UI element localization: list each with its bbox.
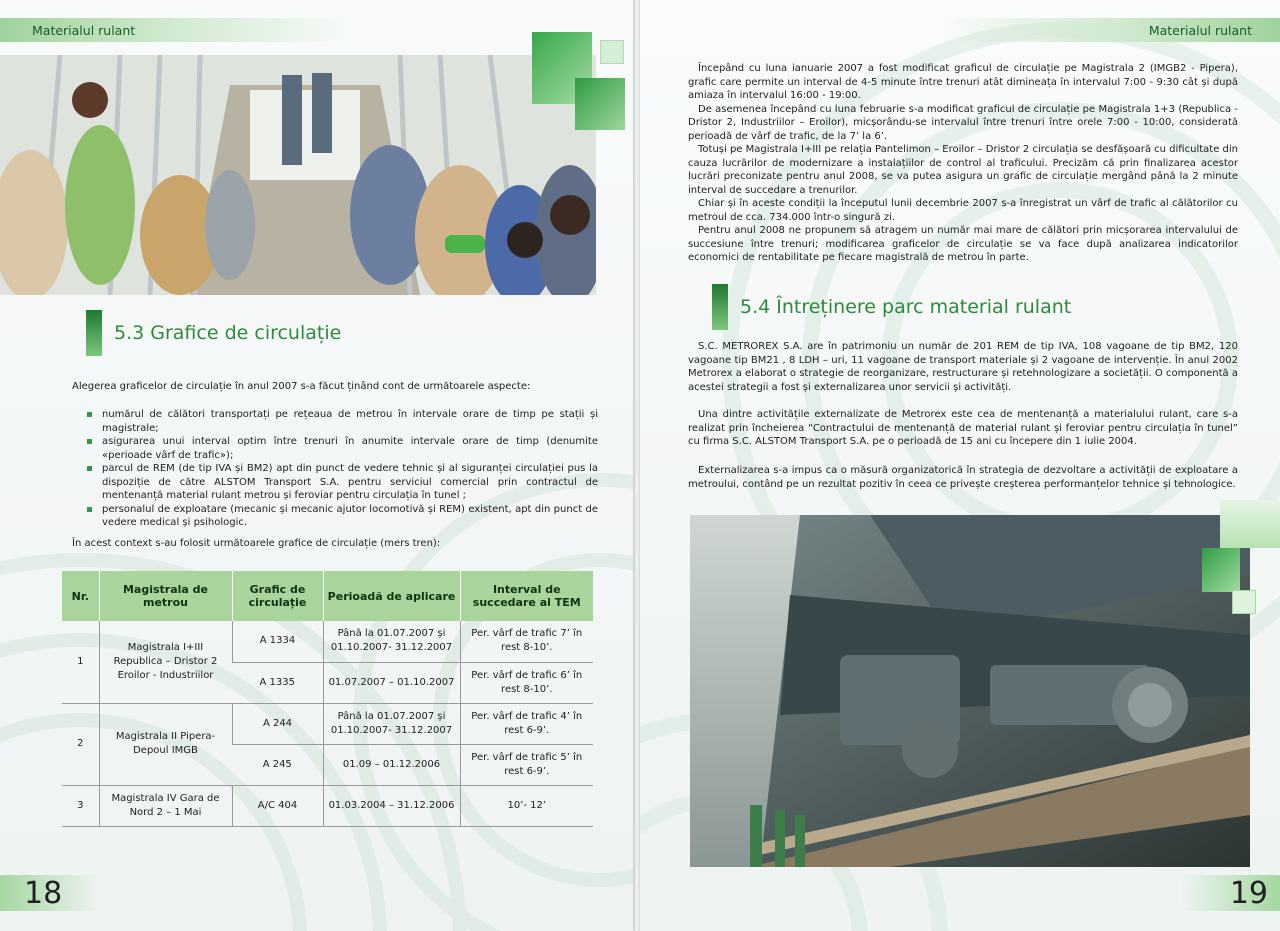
list-item-text: numărul de călători transportați pe rețeaua de metrou în intervale orare de timp pe stații și magistrale; bbox=[102, 409, 598, 434]
green-square-decoration bbox=[1220, 500, 1280, 548]
intro-paragraph: Alegerea graficelor de circulație în anul 2007 s-a făcut ținând cont de următoarele aspecte: bbox=[72, 381, 531, 392]
paragraph: S.C. METROREX S.A. are în patrimoniu un număr de 201 REM de tip IVA, 108 vagoane de tip BM2, 120 vagoane tip BM21 , 8 LDH – uri, 11 vagoane de transport materiale și 2 vagoane de intervenție. În anul 2002 Metrorex a elaborat o strategie de reorganizare, restructurare și retehnologizare a societății. O componentă a acestei strategii a fost și externalizarea unor servicii și activități. bbox=[688, 341, 1238, 393]
green-square-decoration bbox=[575, 78, 625, 130]
green-square-decoration bbox=[1202, 548, 1240, 592]
metro-passengers-photo bbox=[0, 55, 596, 295]
cell-perioada: 01.09 – 01.12.2006 bbox=[323, 744, 460, 785]
column-header: Interval de succedare al TEM bbox=[460, 571, 593, 621]
cell-perioada: Până la 01.07.2007 și 01.10.2007- 31.12.2007 bbox=[323, 703, 460, 744]
list-item-text: asigurarea unui interval optim între trenuri în anumite intervale orare de timp (denumite «perioade vârf de trafic»); bbox=[102, 436, 598, 461]
list-item bbox=[72, 462, 598, 503]
cell-interval: Per. vârf de trafic 5’ în rest 6-9’. bbox=[460, 744, 593, 785]
left-page bbox=[0, 0, 633, 931]
cell-interval: Per. vârf de trafic 6’ în rest 8-10’. bbox=[460, 662, 593, 703]
page-number-text: 19 bbox=[1229, 875, 1268, 911]
table-intro: În acest context s-au folosit următoarele grafice de circulație (mers tren): bbox=[72, 538, 441, 549]
page-number bbox=[1180, 875, 1280, 911]
list-item-text: personalul de exploatare (mecanic și mecanic ajutor locomotivă și REM) existent, apt din punct de vedere medical și psihologic. bbox=[102, 503, 598, 528]
right-page bbox=[640, 0, 1280, 931]
cell-grafic: A 244 bbox=[232, 703, 323, 744]
cell-interval: 10’- 12’ bbox=[460, 785, 593, 826]
column-header: Magistrala de metrou bbox=[99, 571, 232, 621]
cell-line: Magistrala II Pipera- Depoul IMGB bbox=[99, 703, 232, 785]
list-item-text: parcul de REM (de tip IVA și BM2) apt din punct de vedere tehnic și al siguranței circulației pus la dispoziție de către ALSTOM Transport S.A. pentru serviciul comercial prin contractul de mentenanță material rulant metrou și feroviar pentru circulația în tunel ; bbox=[102, 463, 598, 501]
maintenance-paragraph-2 bbox=[688, 408, 1238, 449]
header-title: Materialul rulant bbox=[1148, 22, 1252, 38]
train-undercarriage-photo bbox=[690, 515, 1250, 867]
list-item bbox=[72, 408, 598, 435]
green-square-decoration bbox=[600, 40, 624, 64]
section-marker bbox=[86, 310, 102, 356]
schedule-table bbox=[62, 571, 593, 827]
cell-perioada: 01.03.2004 – 31.12.2006 bbox=[323, 785, 460, 826]
maintenance-paragraph-1 bbox=[688, 340, 1238, 394]
column-header: Perioadă de aplicare bbox=[323, 571, 460, 621]
cell-grafic: A 245 bbox=[232, 744, 323, 785]
table-row bbox=[62, 703, 593, 744]
cell-interval: Per. vârf de trafic 4’ în rest 6-9’. bbox=[460, 703, 593, 744]
cell-line: Magistrala IV Gara de Nord 2 – 1 Mai bbox=[99, 785, 232, 826]
aspects-list bbox=[72, 408, 598, 530]
book-spine bbox=[633, 0, 640, 931]
page-number-text: 18 bbox=[24, 875, 63, 911]
table-row bbox=[62, 785, 593, 826]
cell-grafic: A/C 404 bbox=[232, 785, 323, 826]
paragraph: Chiar și în aceste condiții la începutul lunii decembrie 2007 s-a înregistrat un vârf de trafic al călătorilor cu metroul de cca. 734.000 într-o singură zi. bbox=[688, 198, 1238, 223]
page-header bbox=[940, 18, 1280, 42]
table-row bbox=[62, 621, 593, 662]
section-title-text: 5.4 Întreținere parc material rulant bbox=[740, 296, 1072, 318]
maintenance-paragraph-3 bbox=[688, 464, 1238, 491]
paragraph: De asemenea începând cu luna februarie s-a modificat graficul de circulație pe Magistrala 1+3 (Republica - Dristor 2, Industriilor – Eroilor), micșorându-se intervalul între trenuri între orele 7:00 - 10:00, considerată perioadă de vârf de trafic, de la 7’ la 6’. bbox=[688, 103, 1238, 142]
column-header: Grafic de circulație bbox=[232, 571, 323, 621]
page-header bbox=[0, 18, 360, 42]
cell-nr: 1 bbox=[62, 621, 99, 703]
section-title-text: 5.3 Grafice de circulație bbox=[114, 322, 342, 344]
paragraph: Totuși pe Magistrala I+III pe relația Pantelimon – Eroilor – Dristor 2 circulația se desfășoară cu dificultate din cauza lucrărilor de modernizare a instalațiilor de control al traficului. Precizăm că prin finalizarea acestor lucrări preconizate pentru anul 2008, se va putea asigura un grafic de circulație mergând până la 2 minute interval de succedare a trenurilor. bbox=[688, 144, 1238, 196]
cell-line: Magistrala I+III Republica – Dristor 2 Eroilor - Industriilor bbox=[99, 621, 232, 703]
paragraph: Începând cu luna ianuarie 2007 a fost modificat graficul de circulație pe Magistrala 2 (IMGB2 - Pipera), grafic care permite un interval de 4-5 minute între trenuri atât dimineața în intervalul 7:00 - 9:30 cât și după amiaza în intervalul 16:00 - 19:00. bbox=[688, 63, 1238, 101]
cell-nr: 3 bbox=[62, 785, 99, 826]
page-number bbox=[0, 875, 100, 911]
cell-interval: Per. vârf de trafic 7’ în rest 8-10’. bbox=[460, 621, 593, 662]
paragraph: Una dintre activitățile externalizate de Metrorex este cea de mentenanță a materialului rulant, care s-a realizat prin încheierea “Contractului de mentenanță de material rulant și feroviar pentru circulația în tunel” cu firma S.C. ALSTOM Transport S.A. pe o perioadă de 15 ani cu începere din 1 iulie 2004. bbox=[688, 409, 1238, 447]
intro-paragraphs bbox=[688, 62, 1238, 265]
section-marker bbox=[712, 284, 728, 330]
cell-perioada: Până la 01.07.2007 și 01.10.2007- 31.12.2007 bbox=[323, 621, 460, 662]
paragraph: Pentru anul 2008 ne propunem să atragem un număr mai mare de călători prin micșorarea intervalului de succesiune între trenuri; modificarea graficelor de circulație se va face după analizarea indicatorilor economici de rentabilitate pe fiecare magistrală de metrou în parte. bbox=[688, 225, 1238, 263]
cell-nr: 2 bbox=[62, 703, 99, 785]
table-header-row bbox=[62, 571, 593, 621]
section-title-5-3 bbox=[86, 310, 341, 356]
section-title-5-4 bbox=[712, 284, 1071, 330]
green-square-decoration bbox=[1232, 590, 1256, 614]
cell-grafic: A 1334 bbox=[232, 621, 323, 662]
list-item bbox=[72, 435, 598, 462]
header-title: Materialul rulant bbox=[32, 22, 136, 38]
paragraph: Externalizarea s-a impus ca o măsură organizatorică în strategia de dezvoltare a activității de exploatare a metroului, contând pe un rezultat pozitiv în ceea ce privește creșterea performanțelor tehnice și tehnologice. bbox=[688, 465, 1238, 490]
cell-grafic: A 1335 bbox=[232, 662, 323, 703]
list-item bbox=[72, 503, 598, 530]
column-header: Nr. bbox=[62, 571, 99, 621]
cell-perioada: 01.07.2007 – 01.10.2007 bbox=[323, 662, 460, 703]
